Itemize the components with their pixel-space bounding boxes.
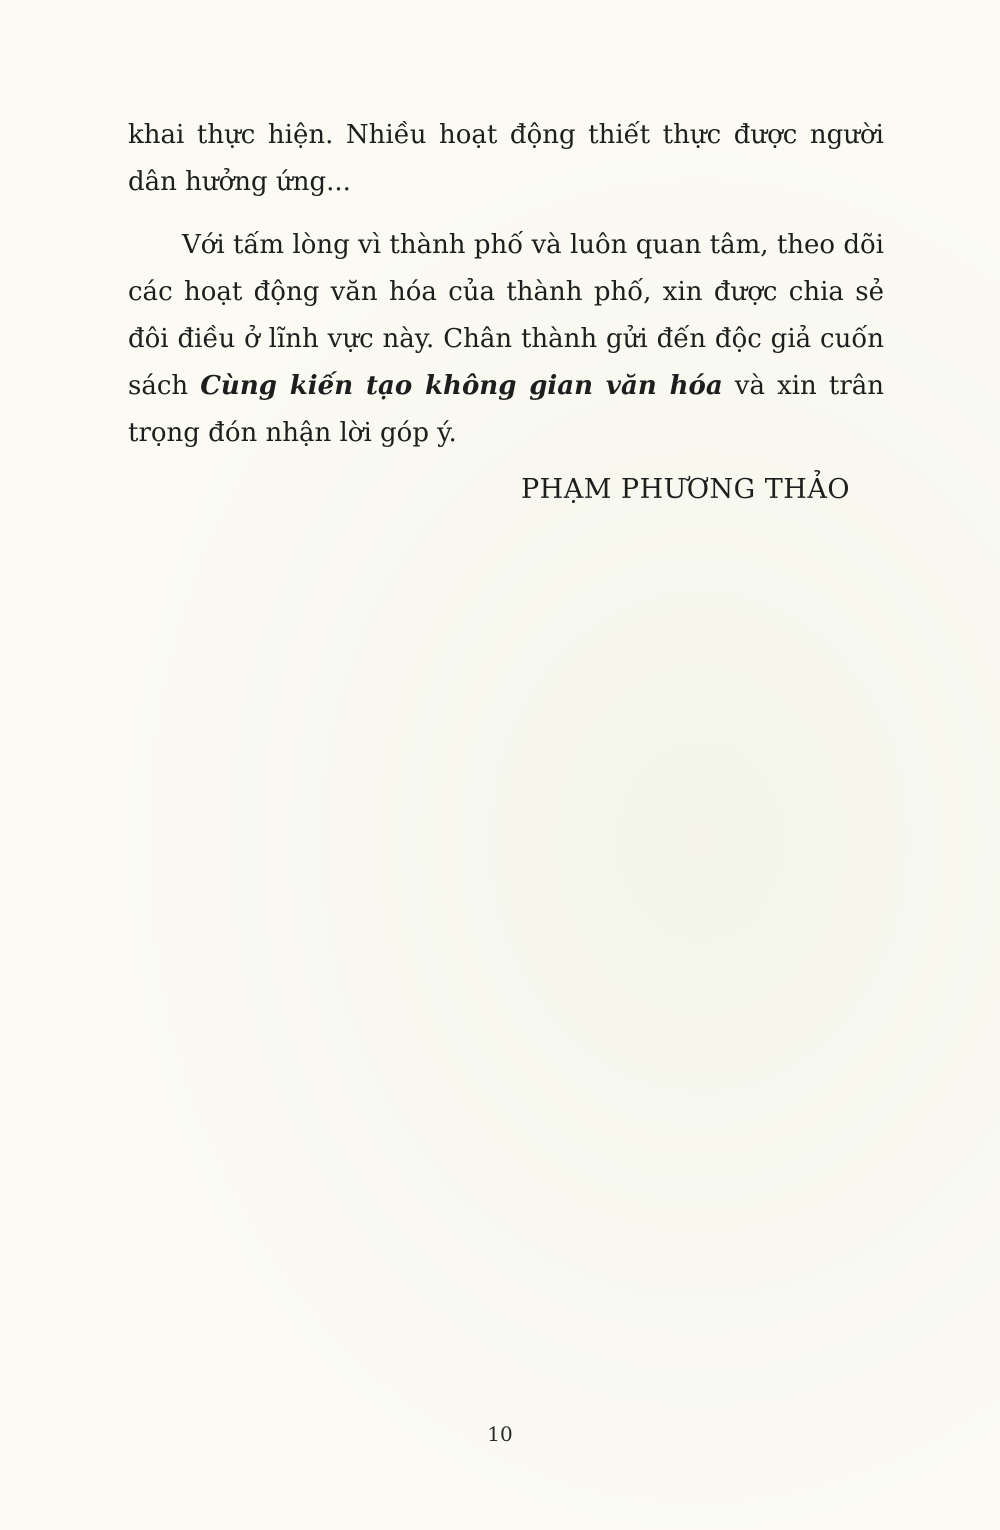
paragraph-1: khai thực hiện. Nhiều hoạt động thiết thực được người dân hưởng ứng...: [128, 120, 884, 197]
author-signature: PHẠM PHƯƠNG THẢO: [520, 474, 850, 505]
page-number: 10: [487, 1422, 513, 1446]
body-text: [128, 112, 884, 457]
paragraph-2-text-after: và xin trân trọng đón nhận lời góp ý.: [128, 371, 884, 448]
paragraph-2-text-before: Với tấm lòng vì thành phố và luôn quan tâm, theo dõi các hoạt động văn hóa của thành phố, xin được chia sẻ đôi điều ở lĩnh vực này. Chân thành gửi đến độc giả cuốn sách: [128, 230, 884, 401]
book-title: Cùng kiến tạo không gian văn hóa: [200, 371, 723, 401]
paragraph-2: [128, 222, 884, 457]
